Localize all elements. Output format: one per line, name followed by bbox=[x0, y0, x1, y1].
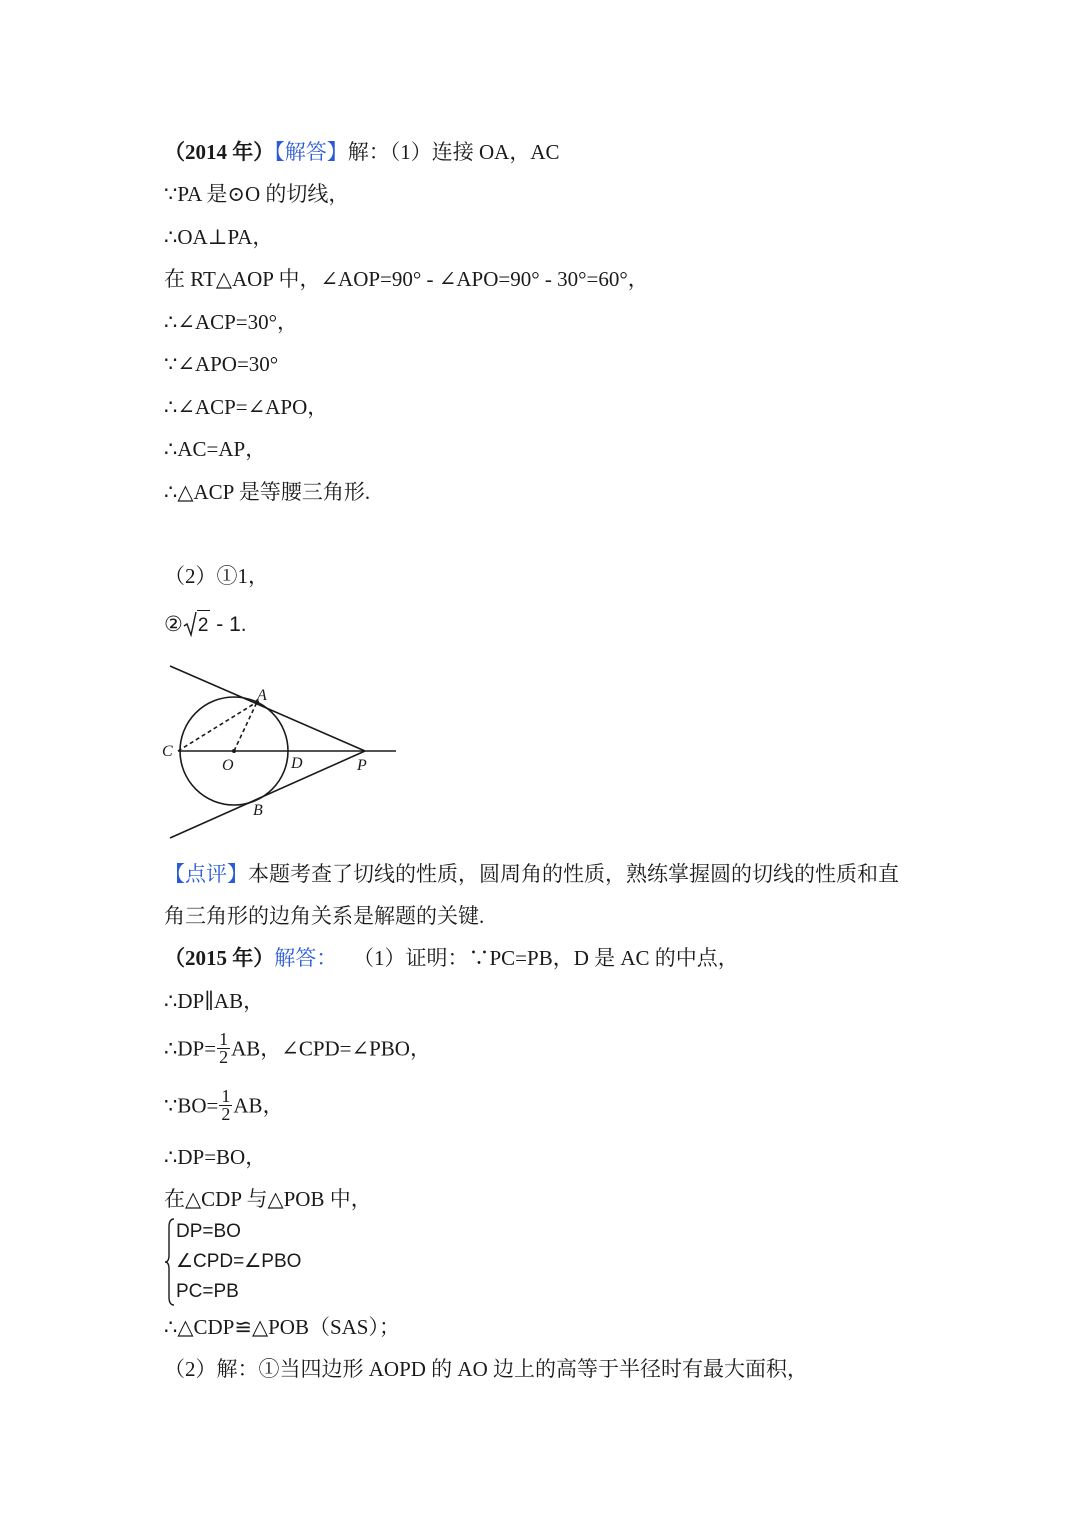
fraction-denominator: 2 bbox=[221, 1104, 231, 1124]
label-p: P bbox=[357, 757, 367, 774]
label-o: O bbox=[222, 757, 234, 774]
circle-tangent-diagram bbox=[160, 660, 405, 845]
comment-line-1 bbox=[164, 860, 899, 888]
fraction-half bbox=[217, 1031, 230, 1066]
dashed-ca bbox=[178, 702, 257, 751]
center-point bbox=[232, 749, 236, 753]
fraction-numerator: 1 bbox=[221, 1086, 231, 1106]
fraction-numerator: 1 bbox=[219, 1029, 229, 1049]
proof-line-fraction bbox=[164, 1086, 284, 1125]
radical-sign-icon bbox=[183, 611, 197, 637]
left-brace-icon bbox=[164, 1217, 176, 1307]
proof-line: ∴∠ACP=30°， bbox=[164, 310, 299, 334]
circled-two: ② bbox=[164, 612, 183, 636]
comment-tag: 【点评】 bbox=[164, 862, 248, 886]
fraction-prefix: ∵BO= bbox=[164, 1093, 219, 1118]
proof-line: ∴DP=BO， bbox=[164, 1145, 267, 1169]
answer-tag-2015: 解答： bbox=[274, 946, 338, 970]
part2-answer-2 bbox=[164, 610, 247, 640]
proof-line: ∴△CDP≌△POB（SAS）； bbox=[164, 1315, 400, 1339]
radicand: 2 bbox=[197, 610, 211, 640]
fraction-denominator: 2 bbox=[219, 1047, 229, 1067]
label-c: C bbox=[162, 743, 173, 760]
tangent-line-pb bbox=[170, 751, 365, 838]
proof-line: ∵∠APO=30° bbox=[164, 352, 279, 376]
fraction-suffix: AB，∠CPD=∠PBO， bbox=[231, 1036, 431, 1061]
answer-tag-2014: 【解答】 bbox=[274, 140, 348, 164]
part2-answer-1: （2）①1， bbox=[164, 564, 269, 588]
proof-line: （2）解：①当四边形 AOPD 的 AO 边上的高等于半径时有最大面积， bbox=[164, 1357, 809, 1381]
proof-line: ∵PA 是⊙O 的切线， bbox=[164, 182, 350, 206]
geometry-figure bbox=[160, 660, 405, 845]
sqrt-expression bbox=[183, 610, 211, 640]
year-label-2015: （2015 年） bbox=[164, 946, 275, 970]
label-d: D bbox=[291, 755, 303, 772]
proof-line: 在 RT△AOP 中，∠AOP=90° - ∠APO=90° - 30°=60°， bbox=[164, 267, 649, 291]
proof-line: ∴△ACP 是等腰三角形. bbox=[164, 480, 371, 504]
comment-text-1: 本题考查了切线的性质，圆周角的性质，熟练掌握圆的切线的性质和直 bbox=[248, 862, 899, 886]
system-row: PC=PB bbox=[176, 1281, 239, 1302]
proof-line: ∴AC=AP， bbox=[164, 437, 267, 461]
comment-line-2: 角三角形的边角关系是解题的关键. bbox=[164, 904, 485, 928]
heading-2014 bbox=[164, 138, 560, 166]
proof-line: ∴OA⊥PA， bbox=[164, 225, 274, 249]
sqrt-suffix: - 1. bbox=[210, 613, 247, 636]
label-b: B bbox=[253, 802, 263, 819]
answer-first-line-2014: 解：（1）连接 OA，AC bbox=[347, 140, 560, 164]
proof-line: 在△CDP 与△POB 中， bbox=[164, 1187, 372, 1211]
proof-line-fraction bbox=[164, 1029, 431, 1068]
fraction-prefix: ∴DP= bbox=[164, 1036, 217, 1061]
equation-system bbox=[164, 1217, 324, 1307]
label-a: A bbox=[257, 687, 267, 704]
fraction-suffix: AB， bbox=[233, 1093, 284, 1118]
heading-2015 bbox=[164, 944, 739, 972]
answer-first-line-2015: （1）证明：∵PC=PB，D 是 AC 的中点， bbox=[353, 946, 739, 970]
system-row: ∠CPD=∠PBO bbox=[176, 1251, 302, 1272]
proof-line: ∴DP∥AB， bbox=[164, 989, 265, 1013]
fraction-half bbox=[219, 1088, 232, 1123]
proof-line: ∴∠ACP=∠APO， bbox=[164, 395, 329, 419]
year-label-2014: （2014 年） bbox=[164, 140, 275, 164]
system-row: DP=BO bbox=[176, 1221, 241, 1242]
